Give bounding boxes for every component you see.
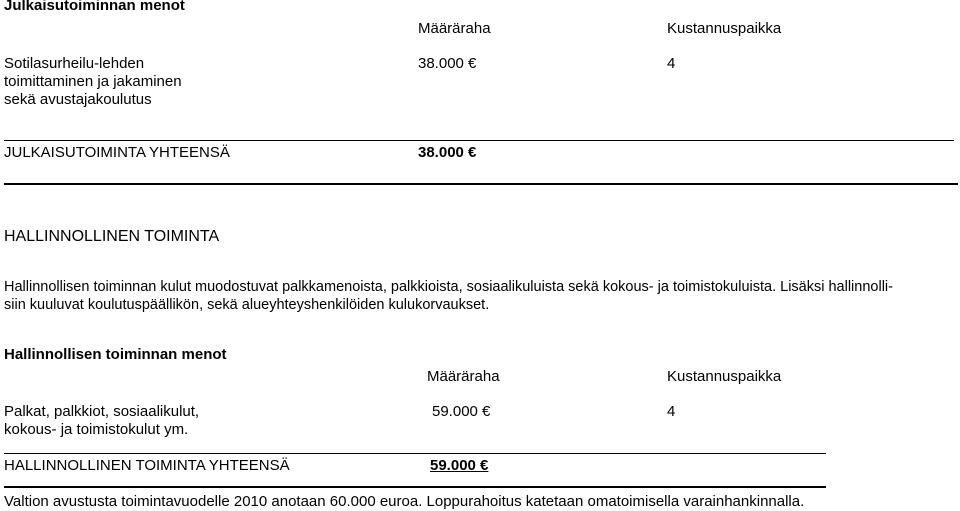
publishing-amount-column-header: Määräraha: [418, 20, 491, 37]
publishing-total-label: JULKAISUTOIMINTA YHTEENSÄ: [4, 144, 230, 161]
admin-separator-line: [4, 453, 826, 454]
publishing-total-amount: 38.000 €: [418, 144, 477, 161]
admin-paragraph-line-2: siin kuuluvat koulutuspäällikön, sekä alueyhteyshenkilöiden kulukorvaukset.: [4, 297, 490, 313]
publishing-row-costcenter: 4: [667, 55, 676, 72]
publishing-row-description-line-3: sekä avustajakoulutus: [4, 91, 152, 108]
admin-costcenter-column-header: Kustannuspaikka: [667, 368, 782, 385]
admin-row-description-line-2: kokous- ja toimistokulut ym.: [4, 421, 189, 438]
admin-paragraph-line-1: Hallinnollisen toiminnan kulut muodostuvat palkkamenoista, palkkioista, sosiaalikuluista sekä kokous- ja toimistokuluista. Lisäksi hallinnolli-: [4, 279, 893, 295]
admin-section-title: HALLINNOLLINEN TOIMINTA: [4, 228, 220, 245]
publishing-row-description-line-2: toimittaminen ja jakaminen: [4, 73, 182, 90]
admin-heading: Hallinnollisen toiminnan menot: [4, 346, 227, 363]
publishing-row-amount: 38.000 €: [418, 55, 477, 72]
admin-amount-column-header: Määräraha: [427, 368, 500, 385]
admin-total-amount: 59.000 €: [430, 457, 489, 474]
footnote-top-line: [4, 486, 826, 488]
section-divider-line: [4, 183, 958, 185]
admin-row-description-line-1: Palkat, palkkiot, sosiaalikulut,: [4, 403, 200, 420]
publishing-separator-line: [4, 140, 954, 141]
publishing-costcenter-column-header: Kustannuspaikka: [667, 20, 782, 37]
publishing-heading: Julkaisutoiminnan menot: [4, 0, 185, 14]
publishing-row-description-line-1: Sotilasurheilu-lehden: [4, 55, 145, 72]
admin-row-amount: 59.000 €: [432, 403, 491, 420]
admin-total-label: HALLINNOLLINEN TOIMINTA YHTEENSÄ: [4, 457, 290, 474]
footnote-text: Valtion avustusta toimintavuodelle 2010 anotaan 60.000 euroa. Loppurahoitus katetaan omatoimisella varainhankinnalla.: [4, 493, 805, 510]
admin-row-costcenter: 4: [667, 403, 676, 420]
